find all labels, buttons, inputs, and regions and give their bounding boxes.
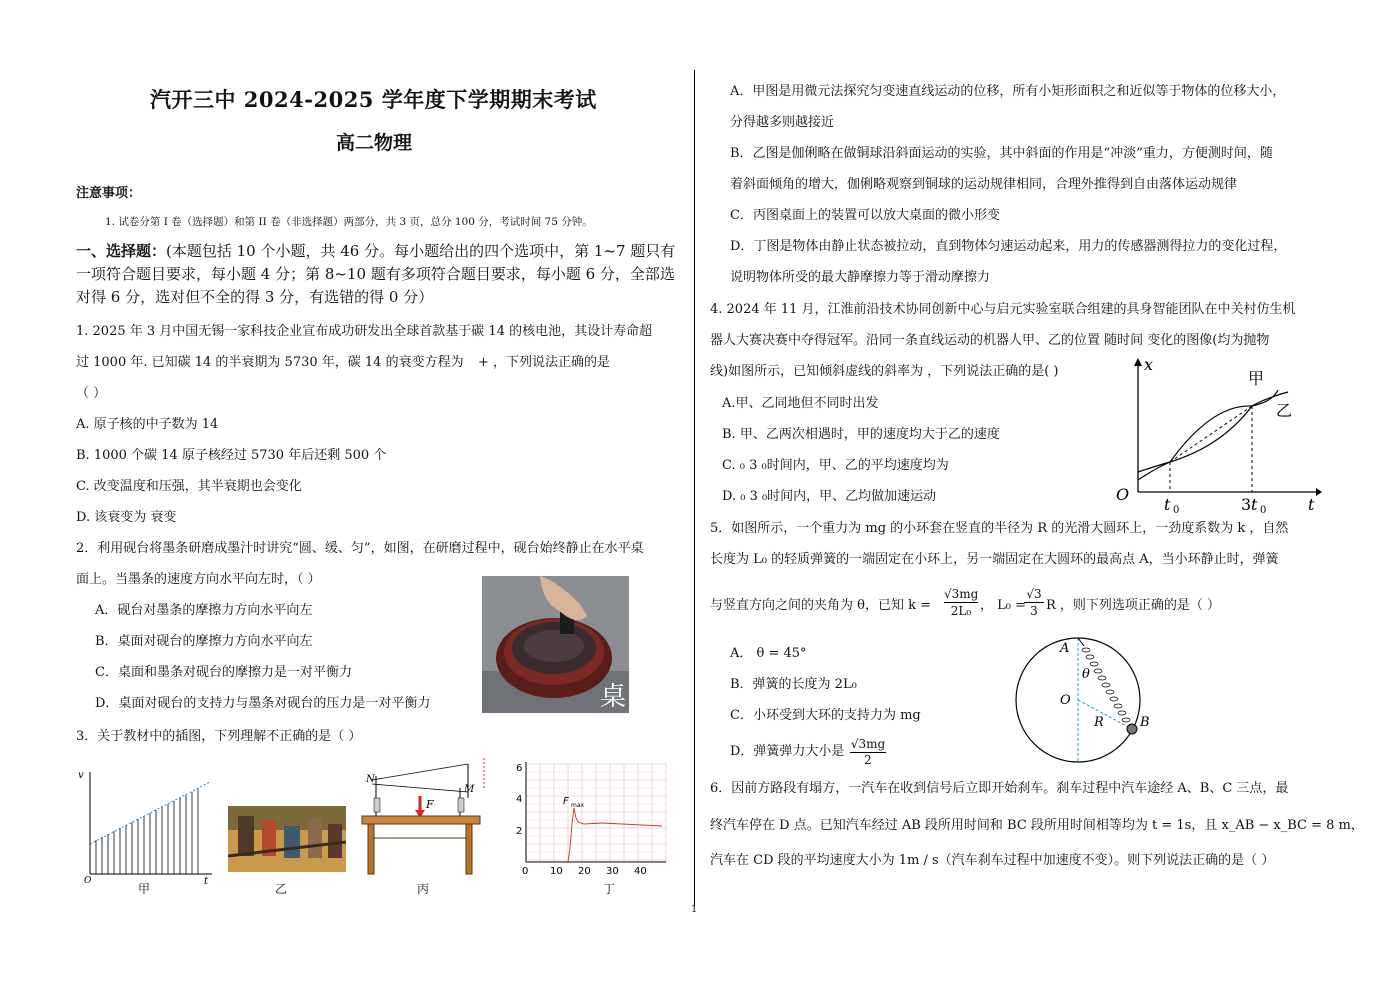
q6-line2: 终汽车停在 D 点。已知汽车经过 AB 段所用时间和 BC 段所用时间相等均为 t = 1s，且 x_AB − x_BC = 8 m， (710, 818, 1364, 833)
q4-graph-o: O (1116, 485, 1130, 504)
fig-a-t: t (204, 876, 209, 886)
q3-option-d-line2: 说明物体所受的最大静摩擦力等于滑动摩擦力 (730, 270, 991, 285)
q4-graph-yi: 乙 (1276, 401, 1293, 420)
q5-l-den: 3 (1030, 604, 1038, 618)
fig-label-ding: 丁 (603, 882, 616, 896)
q5-option-d: D．弹簧弹力大小是 (730, 744, 845, 759)
fig-label-yi: 乙 (275, 882, 288, 896)
q1-option-a: A. 原子核的中子数为 14 (76, 417, 219, 432)
q3-figure-c (358, 758, 490, 876)
q6-line1: 6．因前方路段有塌方，一汽车在收到信号后立即开始刹车。刹车过程中汽车途经 A、B、C 三点，最 (710, 781, 1289, 796)
q5-spring (1082, 648, 1130, 722)
section-1-text: (本题包括 10 个小题，共 46 分。每小题给出的四个选项中，第 1~7 题只有一项符合题目要求，每小题 4 分；第 8~10 题有多项符合题目要求，每小题 6 分，全部选对得 6 分，选对但不全的得 3 分，有选错的得 0 分） (76, 242, 676, 306)
q3-option-c: C．丙图桌面上的装置可以放大桌面的微小形变 (730, 208, 1000, 223)
section-1-label: 一、选择题： (76, 242, 167, 260)
inkstone-photo (482, 576, 629, 713)
q4-option-b: B. 甲、乙两次相遇时，甲的速度均大于乙的速度 (722, 427, 1000, 442)
q2-line1: 2．利用砚台将墨条研磨成墨汁时讲究“圆、缓、匀”，如图，在研磨过程中，砚台始终静止在水平桌 (76, 541, 644, 556)
fig-d-tick-4: 4 (516, 794, 523, 805)
notice-heading: 注意事项： (76, 186, 142, 201)
q4-option-a: A.甲、乙同地但不同时出发 (722, 396, 879, 411)
fig-d-xtick-20: 20 (578, 866, 591, 877)
q3-option-b-line2: 着斜面倾角的增大，伽俐略观察到铜球的运动规律相同，合理外推得到自由落体运动规律 (730, 177, 1238, 192)
fig-d-xtick-40: 40 (634, 866, 647, 877)
q5-line3b: ， L₀ = (980, 598, 1027, 613)
exam-subtitle: 高二物理 (336, 132, 413, 154)
fig-c-n: N (366, 774, 375, 785)
q3-figure-a (76, 762, 216, 886)
q2-option-d: D．桌面对砚台的支持力与墨条对砚台的压力是一对平衡力 (95, 696, 431, 711)
fig-c-f: F (426, 798, 434, 811)
fig-d-tick-6: 6 (516, 763, 523, 774)
q3-option-b-line1: B．乙图是伽俐略在做铜球沿斜面运动的实验，其中斜面的作用是“冲淡”重力，方便测时间，随 (730, 146, 1273, 161)
q4-graph-x: x (1144, 355, 1154, 374)
q5-option-a: A． θ = 45° (730, 646, 807, 661)
q4-line1: 4. 2024 年 11 月，江淮前沿技术协同创新中心与启元实验室联合组建的具身智能团队在中关村仿生机 (710, 302, 1296, 317)
q4-line3: 线)如图所示，已知倾斜虚线的斜率为 ，下列说法正确的是( ) (710, 364, 1059, 379)
q1-line2: 过 1000 年. 已知碳 14 的半衰期为 5730 年，碳 14 的衰变方程为 (76, 355, 464, 370)
q5-line1: 5．如图所示，一个重力为 mg 的小环套在竖直的半径为 R 的光滑大圆环上，一劲度系数为 k ，自然 (710, 521, 1289, 536)
q4-graph-3t0-sub: 0 (1260, 505, 1267, 516)
exam-title: 汽开三中 2024-2025 学年度下学期期末考试 (150, 87, 597, 112)
notice-item-1: 1. 试卷分第 I 卷（选择题）和第 II 卷（非选择题）两部分，共 3 页，总分 100 分，考试时间 75 分钟。 (105, 216, 593, 228)
q5-k-den: 2L₀ (950, 604, 972, 618)
q3-option-a-line1: A．甲图是用微元法探究匀变速直线运动的位移，所有小矩形面积之和近似等于物体的位移大小， (730, 84, 1286, 99)
fig-a-bars (96, 789, 198, 874)
fig-label-bing: 丙 (417, 882, 430, 896)
fig-a-v: v (78, 770, 84, 781)
page-number: 1 (691, 904, 698, 915)
q5-l-fraction (1024, 586, 1044, 619)
q5-option-b: B．弹簧的长度为 2L₀ (730, 677, 857, 692)
q4-line2: 器人大赛决赛中夺得冠军。沿同一条直线运动的机器人甲、乙的位置 随时间 变化的图像(均为抛物 (710, 333, 1270, 348)
q4-graph-jia: 甲 (1248, 369, 1265, 388)
q5-figure (1010, 630, 1160, 770)
q1-option-c: C. 改变温度和压强，其半衰期也会变化 (76, 479, 302, 494)
q2-option-c: C．桌面和墨条对砚台的摩擦力是一对平衡力 (95, 665, 352, 680)
q5-line3c: R ，则下列选项正确的是（ ） (1046, 598, 1221, 613)
q5-k-num: √3mg (944, 587, 979, 601)
column-divider (694, 70, 695, 906)
q5-fig-a: A (1060, 641, 1070, 656)
q2-option-b: B．桌面对砚台的摩擦力方向水平向左 (95, 634, 313, 649)
q3-figure-d (512, 758, 672, 880)
fig-d-xtick-10: 10 (550, 866, 563, 877)
q5-line3a: 与竖直方向之间的夹角为 θ，已知 k = (710, 598, 931, 613)
q4-graph-3t0-pre: 3 (1241, 495, 1252, 514)
fig-a-o: O (84, 876, 92, 886)
q5-fig-o: O (1060, 693, 1071, 708)
q5-line2: 长度为 L₀ 的轻质弹簧的一端固定在小环上，另一端固定在大圆环的最高点 A，当小环静止时，弹簧 (710, 552, 1279, 567)
q4-graph-t0-sub: 0 (1173, 505, 1180, 516)
q4-graph (1112, 354, 1322, 516)
q5-l-num: √3 (1024, 586, 1044, 603)
q1-line3: （ ） (76, 386, 107, 401)
photo-label: 桌 (600, 682, 627, 712)
q1-option-b: B. 1000 个碳 14 原子核经过 5730 年后还剩 500 个 (76, 448, 387, 463)
fig-d-fmax: F (563, 796, 569, 807)
q4-graph-t0: t (1164, 495, 1171, 514)
fig-d-fmax-sub: max (571, 802, 585, 809)
q1-line2b: + ，下列说法正确的是 (478, 355, 611, 370)
q5-option-c: C．小环受到大环的支持力为 mg (730, 708, 921, 723)
q3-option-a-line2: 分得越多则越接近 (730, 115, 835, 130)
q4-option-c: C. ₀ 3 ₀时间内，甲、乙的平均速度均为 (722, 458, 949, 473)
q6-line3: 汽车在 CD 段的平均速度大小为 1m / s（汽车刹车过程中加速度不变）。则下列说法正确的是（ ） (710, 853, 1275, 868)
q5-k-fraction (944, 586, 978, 619)
q4-option-d: D. ₀ 3 ₀时间内，甲、乙均做加速运动 (722, 489, 937, 504)
fig-d-tick-2: 2 (516, 826, 523, 837)
fig-c-m: M (464, 784, 475, 795)
q5-d-fraction (850, 737, 886, 768)
q5-fig-r: R (1094, 715, 1104, 730)
q1-line1: 1. 2025 年 3 月中国无锡一家科技企业宣布成功研发出全球首款基于碳 14 的核电池，其设计寿命超 (76, 324, 653, 339)
q1-option-d: D. 该衰变为 衰变 (76, 510, 177, 525)
q5-d-num: √3mg (850, 737, 886, 751)
fig-d-xtick-30: 30 (606, 866, 619, 877)
q5-fig-b: B (1140, 715, 1150, 730)
q2-line2: 面上。当墨条的速度方向水平向左时，（ ） (76, 572, 321, 587)
q5-fig-theta: θ (1082, 667, 1090, 682)
q3-figure-b (228, 806, 346, 872)
q5-d-den: 2 (864, 753, 872, 767)
fig-label-jia: 甲 (138, 882, 151, 896)
q2-option-a: A．砚台对墨条的摩擦力方向水平向左 (95, 603, 313, 618)
q4-graph-3t0: t (1251, 495, 1258, 514)
section-1-instructions (76, 240, 684, 309)
fig-d-xtick-0: 0 (522, 866, 529, 877)
q3-stem: 3．关于教材中的插图，下列理解不正确的是（ ） (76, 729, 362, 744)
q3-option-d-line1: D．丁图是物体由静止状态被拉动，直到物体匀速运动起来，用力的传感器测得拉力的变化过程， (730, 239, 1287, 254)
q4-graph-t: t (1308, 495, 1315, 514)
